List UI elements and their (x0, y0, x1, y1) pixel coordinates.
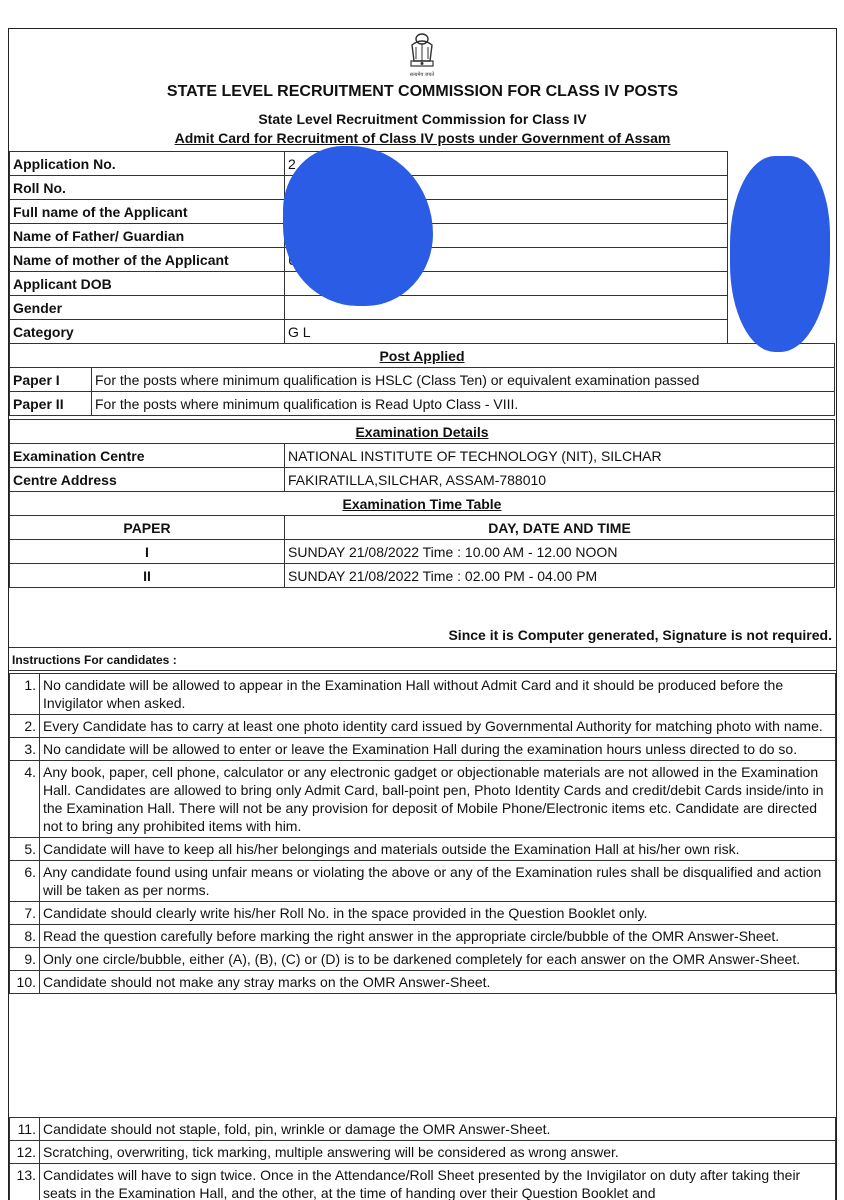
field-label: Roll No. (10, 176, 285, 200)
list-item (10, 715, 836, 738)
time-column-header: DAY, DATE AND TIME (285, 516, 835, 540)
commission-subtitle: State Level Recruitment Commission for Class IV (258, 111, 587, 127)
field-label: Name of mother of the Applicant (10, 248, 285, 272)
item-number: 8. (10, 925, 40, 948)
item-text: Candidate will have to keep all his/her belongings and materials outside the Examination Hall at his/her own risk. (40, 838, 836, 861)
paper-label: Paper II (10, 392, 92, 416)
centre-label: Examination Centre (10, 444, 285, 468)
timetable-heading: Examination Time Table (10, 492, 835, 516)
item-text: No candidate will be allowed to appear in the Examination Hall without Admit Card and it should be produced before the Invigilator when asked. (40, 674, 836, 715)
table-row (10, 540, 835, 564)
item-text: Candidates will have to sign twice. Once in the Attendance/Roll Sheet presented by the Invigilator on duty after taking their seats in the Examination Hall, and the other, at the time of handing over their Question Booklet and (40, 1164, 836, 1200)
list-item (10, 674, 836, 715)
emblem-caption: सत्यमेव जयते (409, 72, 435, 78)
timetable-time: SUNDAY 21/08/2022 Time : 10.00 AM - 12.00 NOON (285, 540, 835, 564)
instructions-list-continued (9, 1117, 836, 1200)
post-applied-table (9, 343, 835, 416)
item-number: 1. (10, 674, 40, 715)
list-item (10, 738, 836, 761)
item-text: Only one circle/bubble, either (A), (B), (C) or (D) is to be darkened completely for each answer on the OMR Answer-Sheet. (40, 948, 836, 971)
table-row (10, 468, 835, 492)
field-value: 2 (285, 152, 728, 176)
item-text: Read the question carefully before marking the right answer in the appropriate circle/bubble of the OMR Answer-Sheet. (40, 925, 836, 948)
paper-label: Paper I (10, 368, 92, 392)
redaction-mark (730, 156, 830, 352)
exam-details-table (9, 419, 835, 588)
list-item (10, 902, 836, 925)
table-row (10, 564, 835, 588)
instructions-heading: Instructions For candidates : (9, 647, 836, 671)
table-row (10, 320, 728, 344)
table-row (10, 444, 835, 468)
address-label: Centre Address (10, 468, 285, 492)
field-label: Category (10, 320, 285, 344)
field-label: Gender (10, 296, 285, 320)
item-text: Every Candidate has to carry at least one photo identity card issued by Governmental Authority for matching photo with name. (40, 715, 836, 738)
centre-value: NATIONAL INSTITUTE OF TECHNOLOGY (NIT), SILCHAR (285, 444, 835, 468)
table-row (10, 420, 835, 444)
item-number: 4. (10, 761, 40, 838)
item-text: Candidate should not staple, fold, pin, wrinkle or damage the OMR Answer-Sheet. (40, 1118, 836, 1141)
table-row (10, 392, 835, 416)
paper-column-header: PAPER (10, 516, 285, 540)
admit-card-title: Admit Card for Recruitment of Class IV posts under Government of Assam (174, 130, 671, 146)
timetable-paper: I (10, 540, 285, 564)
field-value: G L (285, 320, 728, 344)
post-applied-heading: Post Applied (10, 344, 835, 368)
paper-description: For the posts where minimum qualification is HSLC (Class Ten) or equivalent examination passed (92, 368, 835, 392)
item-number: 9. (10, 948, 40, 971)
list-item (10, 1164, 836, 1200)
item-number: 5. (10, 838, 40, 861)
table-row (10, 492, 835, 516)
item-number: 7. (10, 902, 40, 925)
table-row (10, 516, 835, 540)
list-item (10, 861, 836, 902)
item-number: 10. (10, 971, 40, 994)
field-label: Application No. (10, 152, 285, 176)
item-number: 2. (10, 715, 40, 738)
list-item (10, 838, 836, 861)
signature-note: Since it is Computer generated, Signature is not required. (448, 627, 832, 643)
list-item (10, 925, 836, 948)
paper-description: For the posts where minimum qualification is Read Upto Class - VIII. (92, 392, 835, 416)
timetable-time: SUNDAY 21/08/2022 Time : 02.00 PM - 04.00 PM (285, 564, 835, 588)
item-text: Candidate should not make any stray marks on the OMR Answer-Sheet. (40, 971, 836, 994)
item-number: 6. (10, 861, 40, 902)
timetable-paper: II (10, 564, 285, 588)
item-number: 11. (10, 1118, 40, 1141)
item-text: Candidate should clearly write his/her Roll No. in the space provided in the Question Booklet only. (40, 902, 836, 925)
national-emblem-icon (402, 31, 442, 79)
item-text: No candidate will be allowed to enter or leave the Examination Hall during the examination hours unless directed to do so. (40, 738, 836, 761)
instructions-list (9, 673, 836, 994)
list-item (10, 1141, 836, 1164)
list-item (10, 948, 836, 971)
field-label: Applicant DOB (10, 272, 285, 296)
item-text: Any book, paper, cell phone, calculator or any electronic gadget or objectionable materials are not allowed in the Examination Hall. Candidates are allowed to bring only Admit Card, ball-point pen, Photo Identity Cards and credit/debit Cards inside/into in the Examination Hall. There will not be any provision for deposit of Mobile Phone/Electronic items etc. Candidate are directed not to bring any prohibited items with him. (40, 761, 836, 838)
field-label: Full name of the Applicant (10, 200, 285, 224)
item-number: 3. (10, 738, 40, 761)
table-row (10, 368, 835, 392)
commission-title: STATE LEVEL RECRUITMENT COMMISSION FOR CLASS IV POSTS (166, 83, 679, 100)
field-label: Name of Father/ Guardian (10, 224, 285, 248)
table-row (10, 344, 835, 368)
exam-details-heading: Examination Details (10, 420, 835, 444)
item-text: Any candidate found using unfair means or violating the above or any of the Examination rules shall be disqualified and action will be taken as per norms. (40, 861, 836, 902)
item-number: 13. (10, 1164, 40, 1200)
item-text: Scratching, overwriting, tick marking, multiple answering will be considered as wrong answer. (40, 1141, 836, 1164)
list-item (10, 971, 836, 994)
item-number: 12. (10, 1141, 40, 1164)
list-item (10, 1118, 836, 1141)
address-value: FAKIRATILLA,SILCHAR, ASSAM-788010 (285, 468, 835, 492)
list-item (10, 761, 836, 838)
